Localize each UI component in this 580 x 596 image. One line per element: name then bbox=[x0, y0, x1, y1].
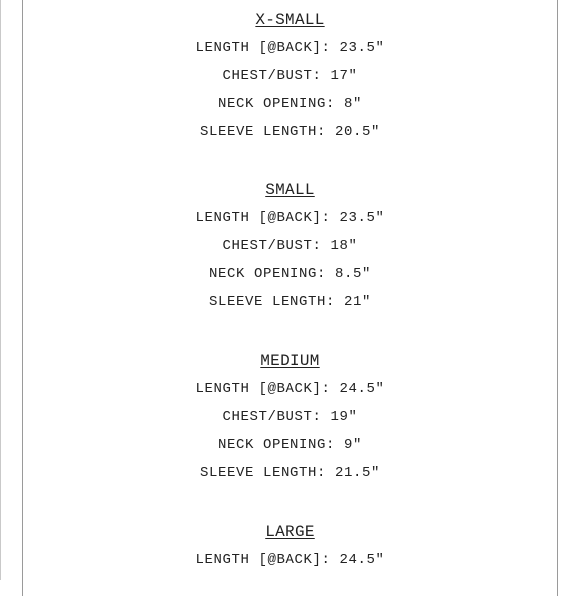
size-title: MEDIUM bbox=[260, 352, 320, 370]
measurement-neck: NECK OPENING: 8" bbox=[217, 96, 363, 112]
size-section-small bbox=[0, 176, 580, 316]
measurement-chest: CHEST/BUST: 17" bbox=[222, 68, 358, 84]
measurement-length: LENGTH [@BACK]: 23.5" bbox=[195, 210, 385, 226]
measurement-sleeve: SLEEVE LENGTH: 21.5" bbox=[199, 465, 381, 481]
measurement-chest: CHEST/BUST: 18" bbox=[222, 238, 358, 254]
measurement-neck: NECK OPENING: 9" bbox=[217, 437, 363, 453]
size-section-large bbox=[0, 518, 580, 574]
measurement-sleeve: SLEEVE LENGTH: 21" bbox=[208, 294, 372, 310]
size-section-medium bbox=[0, 347, 580, 487]
measurement-neck: NECK OPENING: 8.5" bbox=[208, 266, 372, 282]
measurement-chest: CHEST/BUST: 19" bbox=[222, 409, 358, 425]
size-title: SMALL bbox=[265, 181, 315, 199]
size-section-x-small bbox=[0, 6, 580, 146]
size-title: X-SMALL bbox=[255, 11, 325, 29]
measurement-length: LENGTH [@BACK]: 24.5" bbox=[195, 552, 385, 568]
measurement-length: LENGTH [@BACK]: 23.5" bbox=[195, 40, 385, 56]
size-title: LARGE bbox=[265, 523, 315, 541]
measurement-sleeve: SLEEVE LENGTH: 20.5" bbox=[199, 124, 381, 140]
measurement-length: LENGTH [@BACK]: 24.5" bbox=[195, 381, 385, 397]
